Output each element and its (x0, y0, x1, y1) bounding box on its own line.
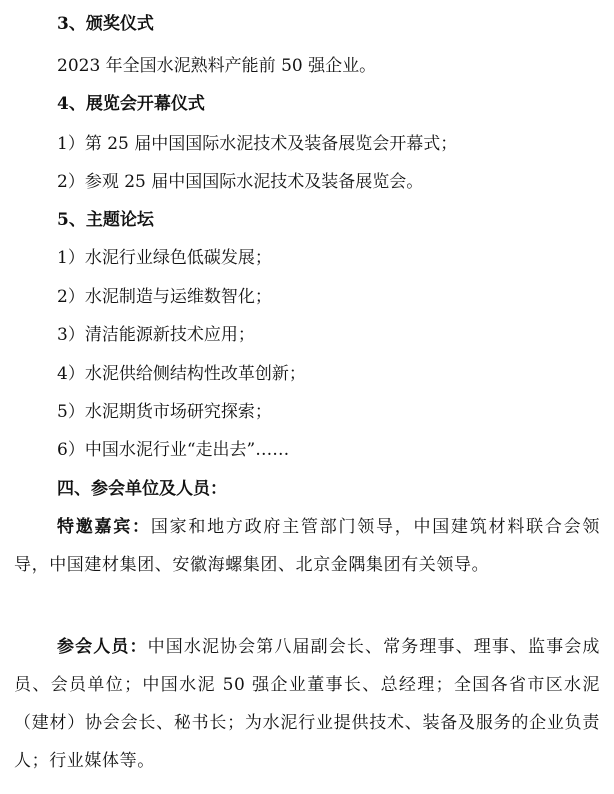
list-item: 2）水泥制造与运维数智化； (57, 287, 272, 307)
special-guests-paragraph (14, 508, 600, 584)
list-item: 2023 年全国水泥熟料产能前 50 强企业。 (57, 56, 377, 76)
attendees-text: 中国水泥协会第八届副会长、常务理事、理事、监事会成员、会员单位；中国水泥 50 强企业董事长、总经理；全国各省市区水泥（建材）协会会长、秘书长；为水泥行业提供技术、装备及服务的企业负责人；行业媒体等。 (14, 637, 601, 771)
list-item: 4）水泥供给侧结构性改革创新； (57, 364, 306, 384)
list-item: 5）水泥期货市场研究探索； (57, 402, 272, 422)
list-item: 3）清洁能源新技术应用； (57, 325, 255, 345)
heading-award-ceremony: 3、颁奖仪式 (57, 14, 154, 34)
attendees-label: 参会人员： (57, 637, 148, 657)
special-guests-text: 国家和地方政府主管部门领导，中国建筑材料联合会领导，中国建材集团、安徽海螺集团、北京金隅集团有关领导。 (14, 517, 601, 575)
heading-expo-opening: 4、展览会开幕仪式 (57, 94, 205, 114)
heading-participants: 四、参会单位及人员： (57, 479, 227, 499)
list-item: 1）第 25 届中国国际水泥技术及装备展览会开幕式； (57, 134, 458, 154)
heading-theme-forum: 5、主题论坛 (57, 210, 154, 230)
attendees-paragraph (14, 628, 600, 780)
list-item: 6）中国水泥行业“走出去”…… (57, 440, 290, 460)
list-item: 2）参观 25 届中国国际水泥技术及装备展览会。 (57, 172, 424, 192)
list-item: 1）水泥行业绿色低碳发展； (57, 248, 272, 268)
special-guests-label: 特邀嘉宾： (57, 517, 151, 537)
